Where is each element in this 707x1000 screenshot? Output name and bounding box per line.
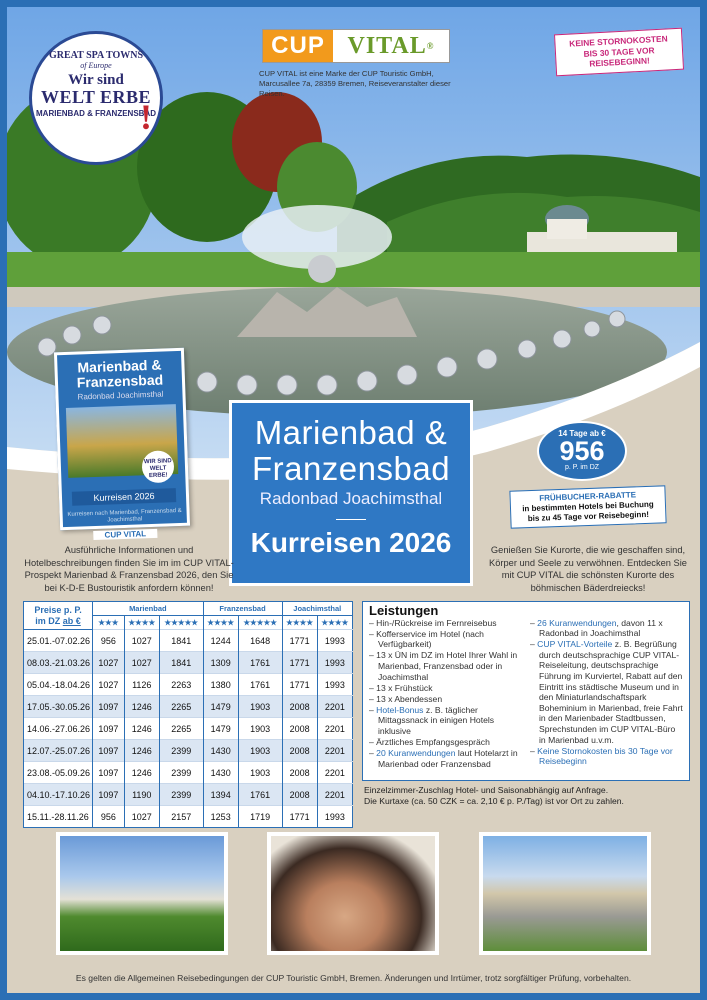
leistungen-box (362, 601, 690, 781)
price-cell: 1771 (282, 674, 317, 696)
table-header-line1: Preise p. P. (34, 604, 82, 615)
dash-icon: – (530, 639, 538, 650)
welterbe-badge (29, 31, 163, 165)
table-row (24, 630, 353, 652)
price-cell: 1771 (282, 630, 317, 652)
dash-icon: – (369, 748, 377, 759)
badge-line3: Wir sind (68, 72, 124, 88)
leistung-item (530, 639, 683, 745)
price-cell: 1903 (238, 696, 282, 718)
price-table (23, 601, 353, 828)
leistungen-col2 (530, 618, 683, 770)
logo-cup: CUP (263, 30, 333, 62)
company-line: CUP VITAL ist eine Marke der CUP Touristic GmbH, Marcusallee 7a, 28359 Bremen, Reiseveranstalter dieser Reisen. (259, 69, 451, 98)
photo-pavilion (56, 832, 228, 955)
row-date: 08.03.-21.03.26 (24, 652, 93, 674)
price-cell: 2008 (282, 718, 317, 740)
table-group-joachimsthal: Joachimsthal (282, 602, 353, 616)
dash-icon: – (369, 617, 377, 628)
fruehbucher-line1: in bestimmten Hotels bei Buchung (522, 499, 654, 514)
dash-icon: – (369, 693, 377, 704)
leistung-highlight: CUP VITAL-Vorteile (537, 639, 613, 650)
table-row (24, 740, 353, 762)
row-date: 25.01.-07.02.26 (24, 630, 93, 652)
catalog-subtitle: Radonbad Joachimsthal (77, 389, 164, 402)
einzelzimmer-text: Einzelzimmer-Zuschlag Hotel- und Saisonabhängig auf Anfrage. (364, 785, 609, 795)
row-date: 23.08.-05.09.26 (24, 762, 93, 784)
flyer (7, 7, 700, 993)
catalog-label: Kurreisen 2026 (72, 488, 176, 506)
info-left: Ausführliche Informationen und Hotelbeschreibungen finden Sie im im CUP VITAL-Prospekt Marienbad & Franzensbad 2026, den Sie bei K-D-E Bustouristik anfordern können! (24, 545, 234, 593)
stars-cell: ★★★ (93, 616, 125, 630)
price-cell: 2201 (317, 696, 352, 718)
table-row (24, 674, 353, 696)
stars-cell: ★★★★ (282, 616, 317, 630)
price-cell: 1993 (317, 674, 352, 696)
price-cell: 1430 (203, 762, 238, 784)
table-group-marienbad: Marienbad (93, 602, 204, 616)
title-line2: Franzensbad (251, 450, 451, 487)
price-cell: 2201 (317, 784, 352, 806)
price-cell: 1027 (124, 630, 159, 652)
price-cell: 1027 (124, 652, 159, 674)
leistung-item (369, 748, 522, 769)
catalog-cover (54, 348, 190, 540)
row-date: 17.05.-30.05.26 (24, 696, 93, 718)
price-cell: 1246 (124, 762, 159, 784)
footer-text: Es gelten die Allgemeinen Reisebedingungen der CUP Touristic GmbH, Bremen. Änderungen und Irrtümer, trotz sorgfältiger Prüfung, vorbehalten. (75, 973, 632, 983)
price-cell: 2201 (317, 718, 352, 740)
price-cell: 2201 (317, 762, 352, 784)
price-cell: 1097 (93, 762, 125, 784)
leistung-text: 13 x Abendessen (376, 693, 443, 704)
kurtaxe-text: Die Kurtaxe (ca. 50 CZK = ca. 2,10 € p. P./Tag) ist vor Ort zu zahlen. (364, 796, 624, 806)
leistung-highlight: 20 Kuranwendungen (376, 748, 456, 759)
price-cell: 2008 (282, 784, 317, 806)
leistung-item (369, 694, 522, 705)
price-cell: 1903 (238, 718, 282, 740)
row-date: 14.06.-27.06.26 (24, 718, 93, 740)
leistung-item (369, 618, 522, 629)
fruehbucher-box (509, 485, 666, 528)
dash-icon: – (530, 745, 538, 756)
photo-massage (267, 832, 439, 955)
logo-vital (333, 30, 449, 62)
price-cell: 2263 (159, 674, 203, 696)
leistungen-col1 (369, 618, 522, 770)
price-cell: 1380 (203, 674, 238, 696)
price-cell: 1430 (203, 740, 238, 762)
cup-vital-logo (262, 29, 450, 63)
storno-badge: KEINE STORNOKOSTEN BIS 30 TAGE VOR REISEBEGINN! (554, 28, 684, 76)
leistung-item (369, 683, 522, 694)
badge-exclamation: ! (140, 97, 152, 137)
badge-line1: GREAT SPA TOWNS (48, 50, 144, 61)
stars-cell: ★★★★ (203, 616, 238, 630)
surcharge-note (364, 785, 694, 807)
photo-fountain-street (479, 832, 651, 955)
price-cell: 1761 (238, 784, 282, 806)
table-header-line2: im DZ (35, 615, 63, 626)
price-cell: 1719 (238, 806, 282, 828)
price-cell: 1027 (124, 806, 159, 828)
table-row (24, 784, 353, 806)
title-box (229, 400, 473, 586)
table-row (24, 696, 353, 718)
fruehbucher-title: FRÜHBUCHER-RABATTE (539, 490, 637, 503)
price-value: 956 (559, 436, 605, 466)
dash-icon: – (369, 650, 377, 661)
price-pre: 14 Tage ab € (558, 429, 606, 438)
price-bubble (537, 421, 627, 481)
dash-icon: – (369, 628, 377, 639)
stars-cell: ★★★★ (124, 616, 159, 630)
leistung-text: Ärztliches Empfangsgespräch (376, 737, 490, 748)
price-cell: 1190 (124, 784, 159, 806)
price-cell: 1097 (93, 740, 125, 762)
price-cell: 1126 (124, 674, 159, 696)
leistungen-title: Leistungen (369, 603, 439, 618)
price-cell: 2008 (282, 762, 317, 784)
price-cell: 1246 (124, 696, 159, 718)
logo-reg: ® (426, 41, 435, 51)
fruehbucher-line2: bis zu 45 Tage vor Reisebeginn! (527, 509, 650, 524)
leistung-item (369, 650, 522, 682)
badge-line4: WELT ERBE (40, 87, 152, 107)
catalog-seal: WIR SIND WELT ERBE! (141, 450, 174, 483)
stars-cell: ★★★★★ (159, 616, 203, 630)
row-date: 12.07.-25.07.26 (24, 740, 93, 762)
leistung-highlight: Hotel-Bonus (376, 704, 424, 715)
price-cell: 2157 (159, 806, 203, 828)
table-group-franzensbad: Franzensbad (203, 602, 282, 616)
badge-line2: of Europe (80, 61, 112, 70)
price-cell: 1097 (93, 718, 125, 740)
leistung-item (369, 705, 522, 737)
catalog-photo (66, 404, 178, 478)
price-cell: 1648 (238, 630, 282, 652)
price-cell: 1993 (317, 652, 352, 674)
price-cell: 1903 (238, 740, 282, 762)
price-cell: 1394 (203, 784, 238, 806)
price-cell: 956 (93, 630, 125, 652)
price-cell: 1771 (282, 652, 317, 674)
catalog-note: Kurreisen nach Marienbad, Franzensbad & Joachimsthal (67, 507, 182, 524)
dash-icon: – (369, 704, 377, 715)
table-row (24, 806, 353, 828)
dash-icon: – (369, 682, 377, 693)
table-header-ab: ab € (62, 615, 81, 626)
price-cell: 1027 (93, 674, 125, 696)
price-cell: 1097 (93, 784, 125, 806)
leistung-highlight: Keine Stornokosten bis 30 Tage vor Reisebeginn (537, 745, 673, 767)
price-cell: 2265 (159, 718, 203, 740)
catalog-brand: CUP VITAL (93, 529, 157, 540)
logo-vital-text: VITAL (347, 32, 427, 59)
leistung-text: z. B. täglicher Mittagssnack in einigen Hotels inklusive (378, 704, 495, 737)
leistung-highlight: 26 Kuranwendungen (537, 617, 617, 628)
price-post: p. P. im DZ (564, 464, 600, 471)
info-right: Genießen Sie Kurorte, die wie geschaffen sind, Körper und Seele zu verwöhnen. Entdecken Sie mit CUP VITAL die schönsten Kurorte des böhmischen Bäderdreiecks! (489, 545, 687, 593)
price-cell: 1841 (159, 630, 203, 652)
leistung-text: laut Hotelarzt in Marienbad oder Franzensbad (378, 748, 518, 769)
row-date: 15.11.-28.11.26 (24, 806, 93, 828)
price-cell: 956 (93, 806, 125, 828)
table-row (24, 718, 353, 740)
price-cell: 1479 (203, 696, 238, 718)
price-cell: 1479 (203, 718, 238, 740)
price-cell: 1771 (282, 806, 317, 828)
table-header-first (24, 602, 93, 630)
leistung-text: 13 x Frühstück (376, 682, 433, 693)
leistung-item (369, 629, 522, 650)
price-cell: 1903 (238, 762, 282, 784)
leistung-item (530, 618, 683, 639)
leistung-text: Hin-/Rückreise im Fernreisebus (376, 617, 497, 628)
leistung-text: Kofferservice im Hotel (nach Verfügbarkeit) (376, 628, 484, 650)
row-date: 04.10.-17.10.26 (24, 784, 93, 806)
leistung-text: z. B. Begrüßung durch deutschsprachige CUP VITAL-Reiseleitung, deutschsprachige Führung im Kurviertel, Rabatt auf den Eintritt ins städtische Museum und in den Miniaturlandschaftspark Boheminium in Marienbad, freie Fahrt in den Marienbader Stadtbussen, Sprechstunden im CUP VITAL-Büro in Marienbad u.v.m. (539, 639, 683, 745)
price-cell: 1761 (238, 652, 282, 674)
catalog-title: Marienbad & Franzensbad (76, 356, 164, 391)
price-cell: 1244 (203, 630, 238, 652)
table-row (24, 652, 353, 674)
price-cell: 1993 (317, 630, 352, 652)
price-cell: 1309 (203, 652, 238, 674)
price-cell: 1097 (93, 696, 125, 718)
stars-cell: ★★★★★ (238, 616, 282, 630)
dash-icon: – (369, 737, 377, 748)
leistung-item (369, 737, 522, 748)
price-cell: 2399 (159, 740, 203, 762)
price-cell: 2399 (159, 784, 203, 806)
leistung-item (530, 746, 683, 767)
price-cell: 1841 (159, 652, 203, 674)
badge-line5: MARIENBAD & FRANZENSBAD (36, 109, 156, 118)
price-cell: 1993 (317, 806, 352, 828)
dash-icon: – (530, 617, 538, 628)
title-line1: Marienbad & (254, 414, 448, 451)
price-cell: 2399 (159, 762, 203, 784)
price-cell: 1761 (238, 674, 282, 696)
price-cell: 1027 (93, 652, 125, 674)
table-row (24, 762, 353, 784)
title-divider (336, 519, 366, 520)
title-main: Kurreisen 2026 (250, 527, 452, 558)
price-cell: 2201 (317, 740, 352, 762)
price-cell: 2008 (282, 740, 317, 762)
price-cell: 2265 (159, 696, 203, 718)
price-cell: 2008 (282, 696, 317, 718)
title-subtitle: Radonbad Joachimsthal (259, 489, 443, 508)
price-cell: 1246 (124, 740, 159, 762)
price-cell: 1246 (124, 718, 159, 740)
price-cell: 1253 (203, 806, 238, 828)
row-date: 05.04.-18.04.26 (24, 674, 93, 696)
leistung-text: 13 x ÜN im DZ im Hotel Ihrer Wahl in Marienbad, Franzensbad oder in Joachimsthal (376, 650, 518, 682)
stars-cell: ★★★★ (317, 616, 352, 630)
leistung-text: , davon 11 x Radonbad in Joachimsthal (539, 617, 663, 639)
